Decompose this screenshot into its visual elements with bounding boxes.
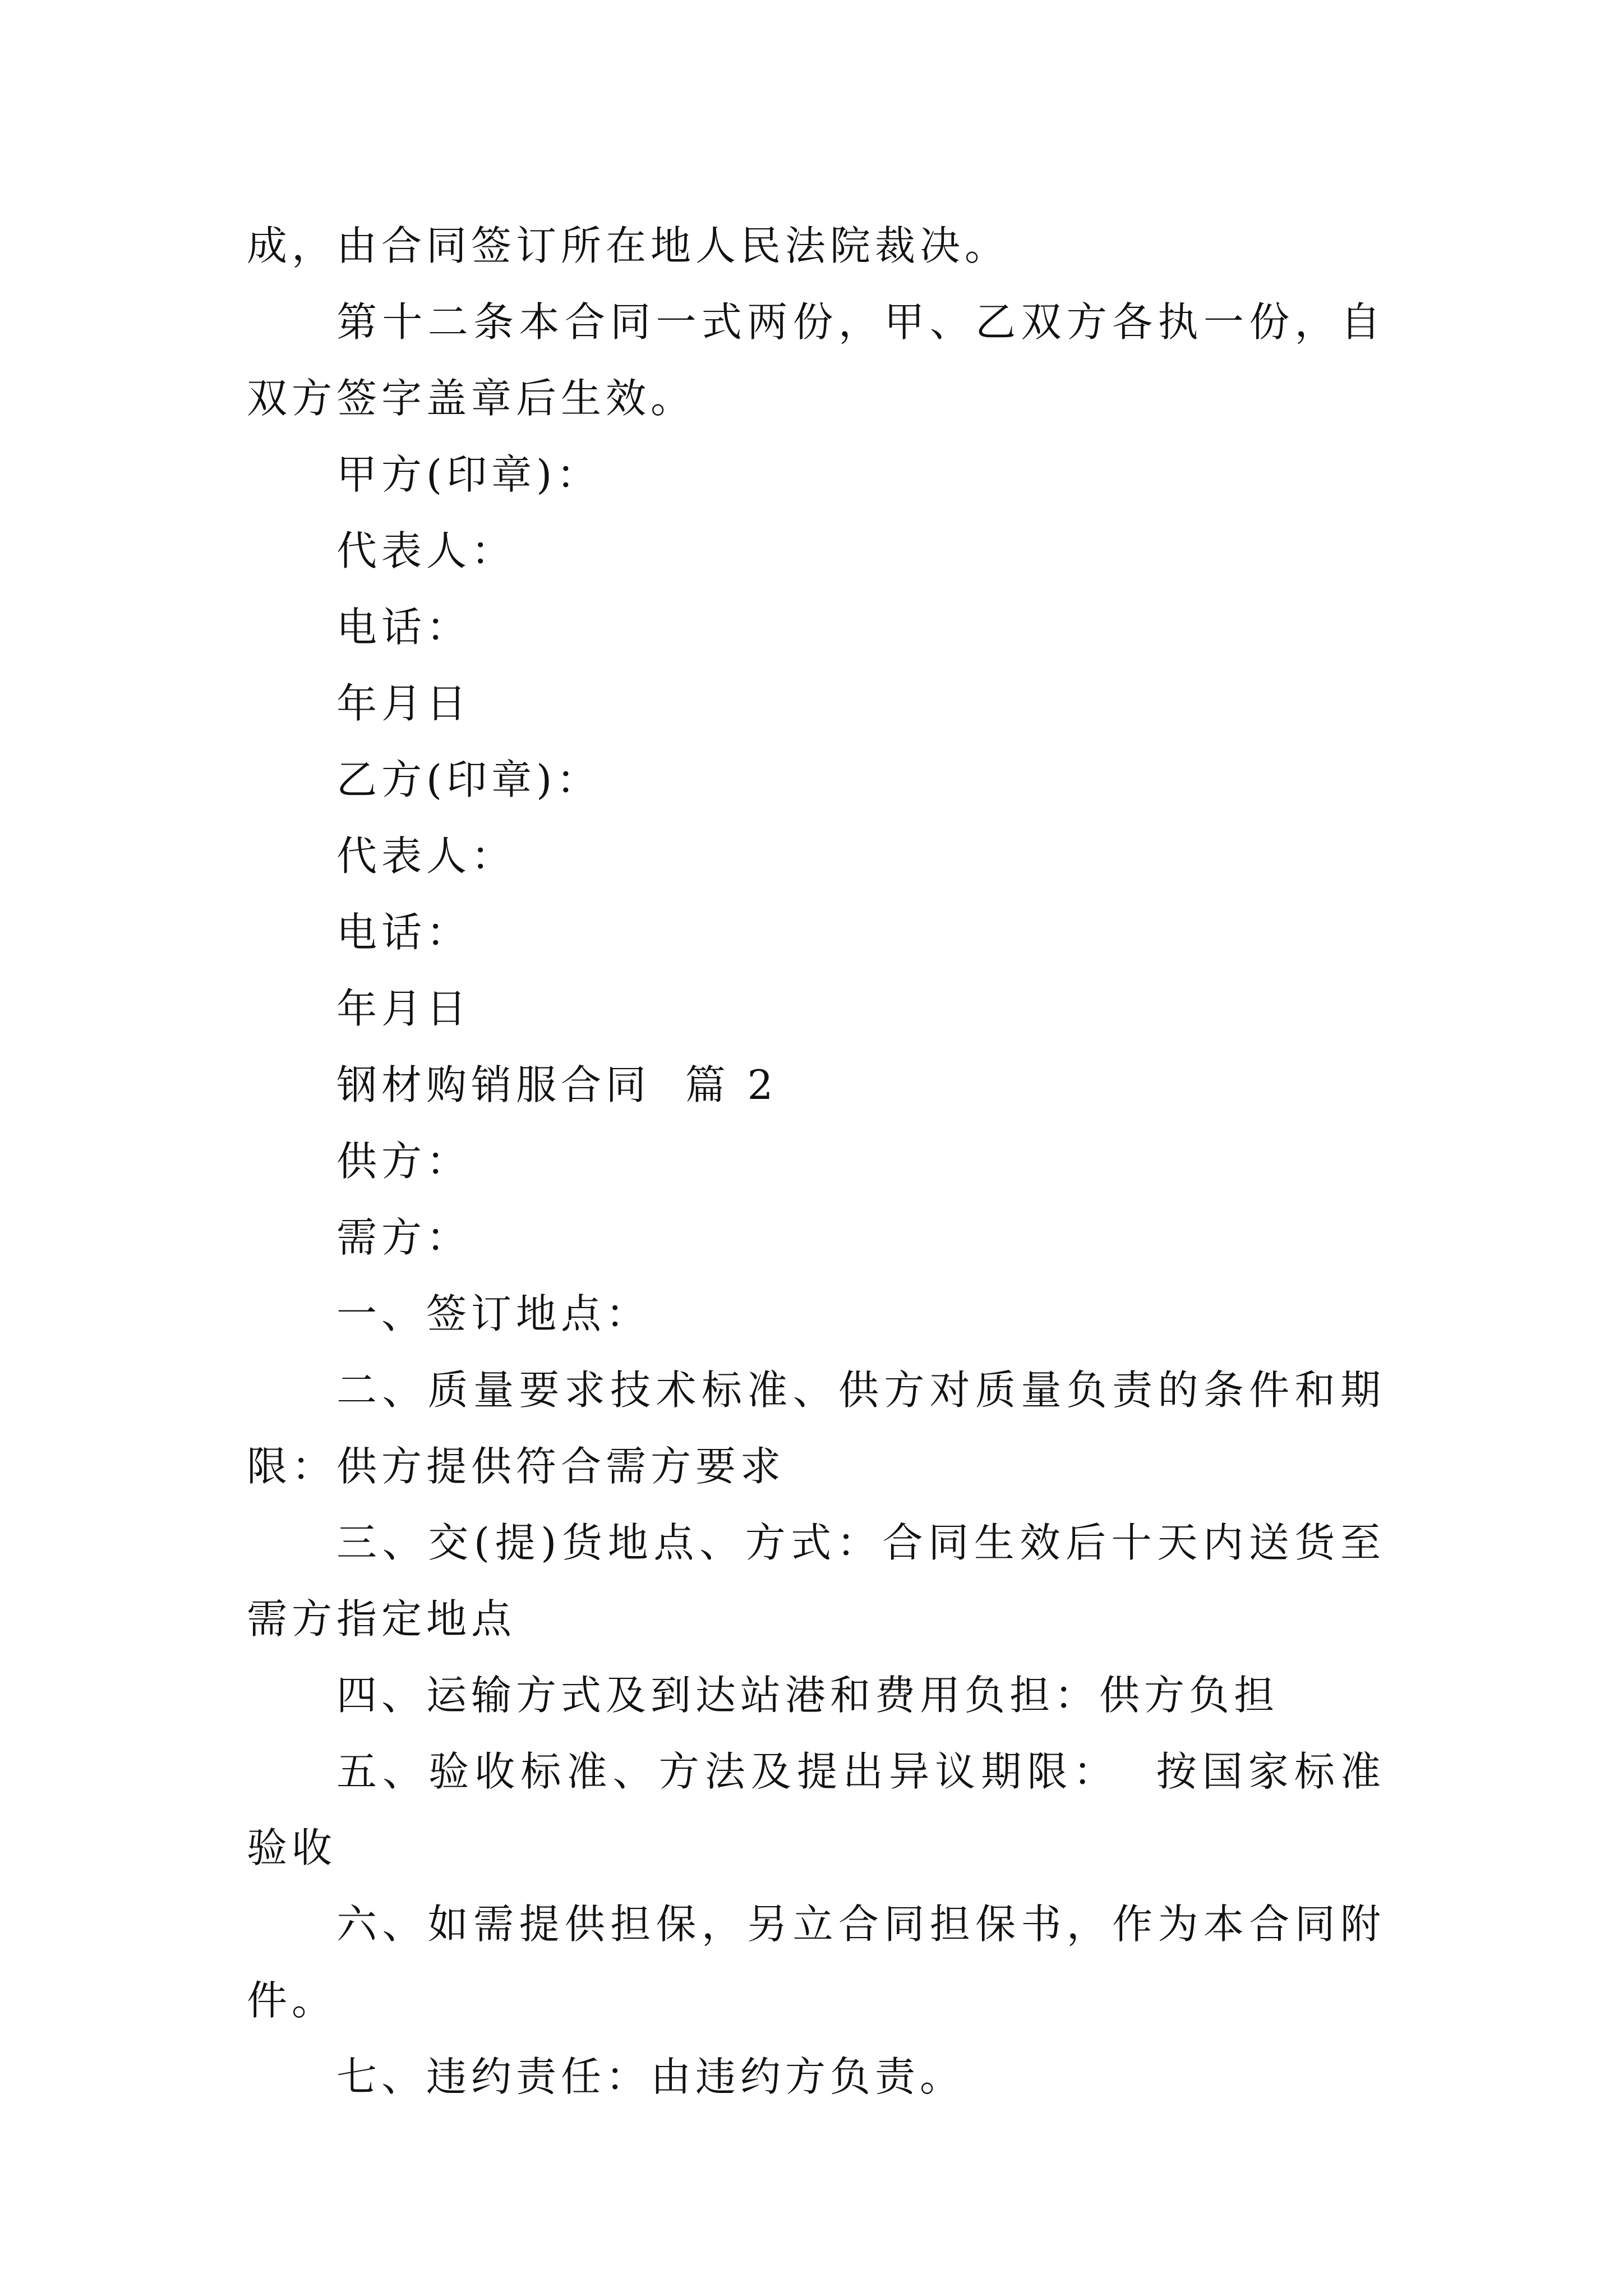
party-a-representative-label: 代表人： (336, 527, 517, 574)
clause-1: 一、签订地点： (336, 1290, 651, 1337)
section-title-part-2: 钢材购销服合同 篇 2 (336, 1061, 778, 1108)
party-a-phone-label: 电话： (336, 604, 472, 651)
paragraph-article-12: 第十二条本合同一式两份，甲、乙双方各执一份，自双方签字盖章后生效。 (247, 298, 1385, 422)
document-body (247, 208, 1385, 2115)
party-b-phone-label: 电话： (336, 909, 472, 956)
clause-4: 四、运输方式及到达站港和费用负担：供方负担 (336, 1672, 1279, 1719)
clause-5: 五、验收标准、方法及提出异议期限： 按国家标准验收 (247, 1748, 1385, 1871)
party-b-seal-label: 乙方(印章)： (336, 756, 602, 803)
clause-3: 三、交(提)货地点、方式：合同生效后十天内送货至需方指定地点 (247, 1519, 1385, 1642)
clause-7: 七、违约责任：由违约方负责。 (336, 2053, 965, 2100)
buyer-label: 需方： (336, 1214, 472, 1261)
party-b-representative-label: 代表人： (336, 832, 517, 880)
party-b-date-label: 年月日 (336, 985, 472, 1032)
party-a-seal-label: 甲方(印章)： (336, 451, 602, 498)
clause-6: 六、如需提供担保，另立合同担保书，作为本合同附件。 (247, 1901, 1385, 2024)
clause-2: 二、质量要求技术标准、供方对质量负责的条件和期限：供方提供符合需方要求 (247, 1366, 1385, 1490)
paragraph-continuation: 成，由合同签订所在地人民法院裁决。 (247, 222, 1010, 269)
supplier-label: 供方： (336, 1138, 472, 1185)
party-a-date-label: 年月日 (336, 680, 472, 727)
